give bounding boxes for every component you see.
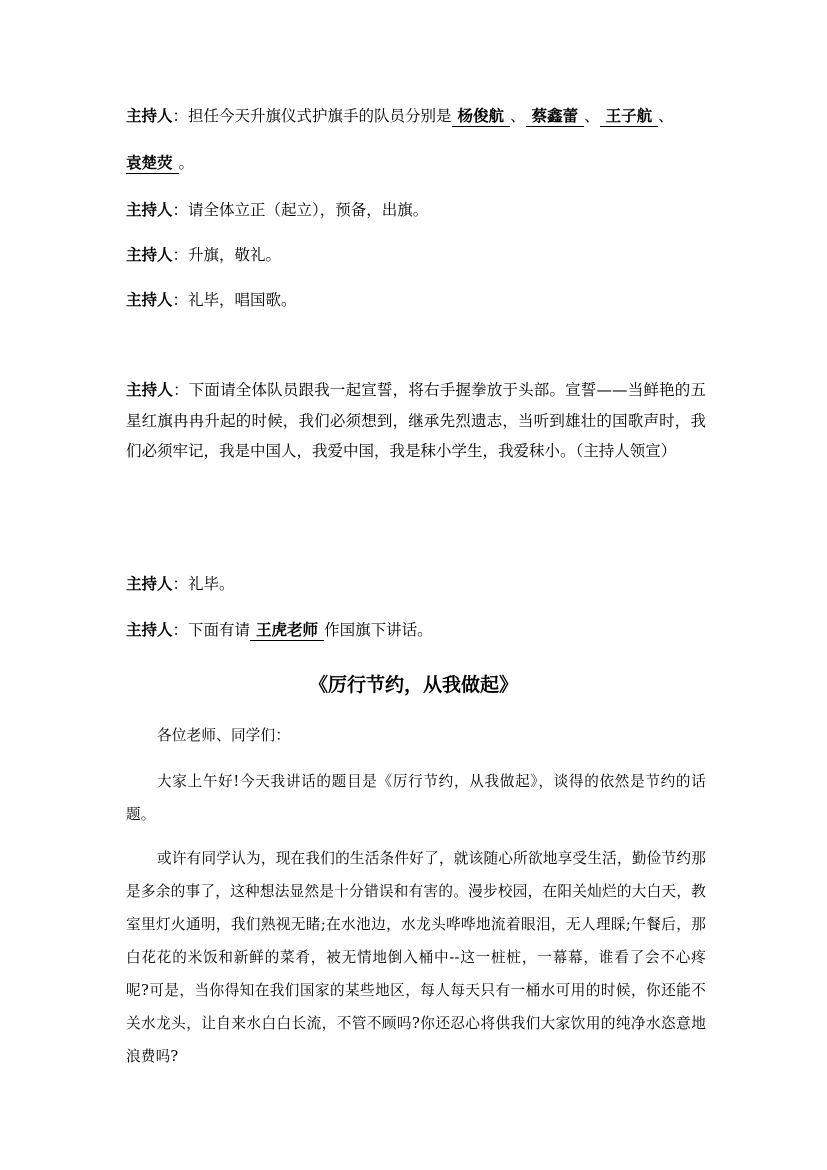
speech-intro-before: 下面有请 [188,621,251,639]
speech-title: 《厉行节约，从我做起》 [308,674,518,696]
speech-intro-after: 作国旗下讲话。 [324,621,433,639]
speech-intro-paragraph [126,616,706,644]
colon: ： [172,107,189,125]
stand-text: 请全体立正（起立），预备，出旗。 [188,201,429,219]
flag-guards-paragraph [126,101,706,131]
speech-paragraph-1: 大家上午好!今天我讲话的题目是《厉行节约，从我做起》，谈得的依然是节约的话题。 [126,773,706,823]
oath-text: 下面请全体队员跟我一起宣誓，将右手握拳放于头部。宣誓——当鲜艳的五星红旗冉冉升起的时候，我们必须想到，继承先烈遗志，当听到雄壮的国歌声时，我们必须牢记，我是中国人，我爱中国，我是秣小学生，我爱秣小。（主持人领宣） [126,381,706,460]
guard-name-4: 袁楚荧 [126,153,179,174]
host-label: 主持人 [126,201,173,219]
host-label: 主持人 [126,621,173,639]
flag-guards-paragraph-cont [126,148,706,178]
salute-paragraph [126,241,706,269]
host-label: 主持人 [126,107,173,125]
guard-name-2: 蔡鑫蕾 [526,106,585,127]
colon: ： [172,575,189,593]
oath-paragraph [126,375,706,467]
host-label: 主持人 [126,381,174,399]
separator: 、 [658,107,674,125]
host-label: 主持人 [126,246,173,264]
speech-paragraph-2: 或许有同学认为，现在我们的生活条件好了，就该随心所欲地享受生活，勤俭节约那是多余的事了，这种想法显然是十分错误和有害的。漫步校园，在阳关灿烂的大白天，教室里灯火通明，我们熟视无睹;在水池边，水龙头哗哗地流着眼泪，无人理睬;午餐后，那白花花的米饭和新鲜的菜肴，被无情地倒入桶中--这一桩桩，一幕幕，谁看了会不心疼呢?可是，当你得知在我们国家的某些地区，每人每天只有一桶水可用的时候，你还能不关水龙头，让自来水白白长流，不管不顾吗?你还忍心将供我们大家饮用的纯净水恣意地浪费吗? [126,850,706,1065]
anthem-paragraph [126,286,706,314]
colon: ： [172,621,189,639]
host-label: 主持人 [126,575,173,593]
guard-name-1: 杨俊航 [452,106,511,127]
colon: ： [173,381,189,399]
speech-greeting: 各位老师、同学们： [157,727,291,744]
speaker-name: 王虎老师 [250,620,324,641]
finish-text: 礼毕。 [188,575,235,593]
finish-paragraph [126,570,706,598]
anthem-text: 礼毕，唱国歌。 [188,291,297,309]
colon: ： [172,201,189,219]
sentence-end: 。 [178,154,195,172]
separator: 、 [510,107,526,125]
colon: ： [172,291,189,309]
guard-name-3: 王子航 [600,106,659,127]
host-label: 主持人 [126,291,173,309]
separator: 、 [584,107,600,125]
colon: ： [172,246,189,264]
salute-text: 升旗，敬礼。 [188,246,282,264]
flag-guards-intro: 担任今天升旗仪式护旗手的队员分别是 [188,107,452,125]
stand-paragraph [126,196,706,224]
